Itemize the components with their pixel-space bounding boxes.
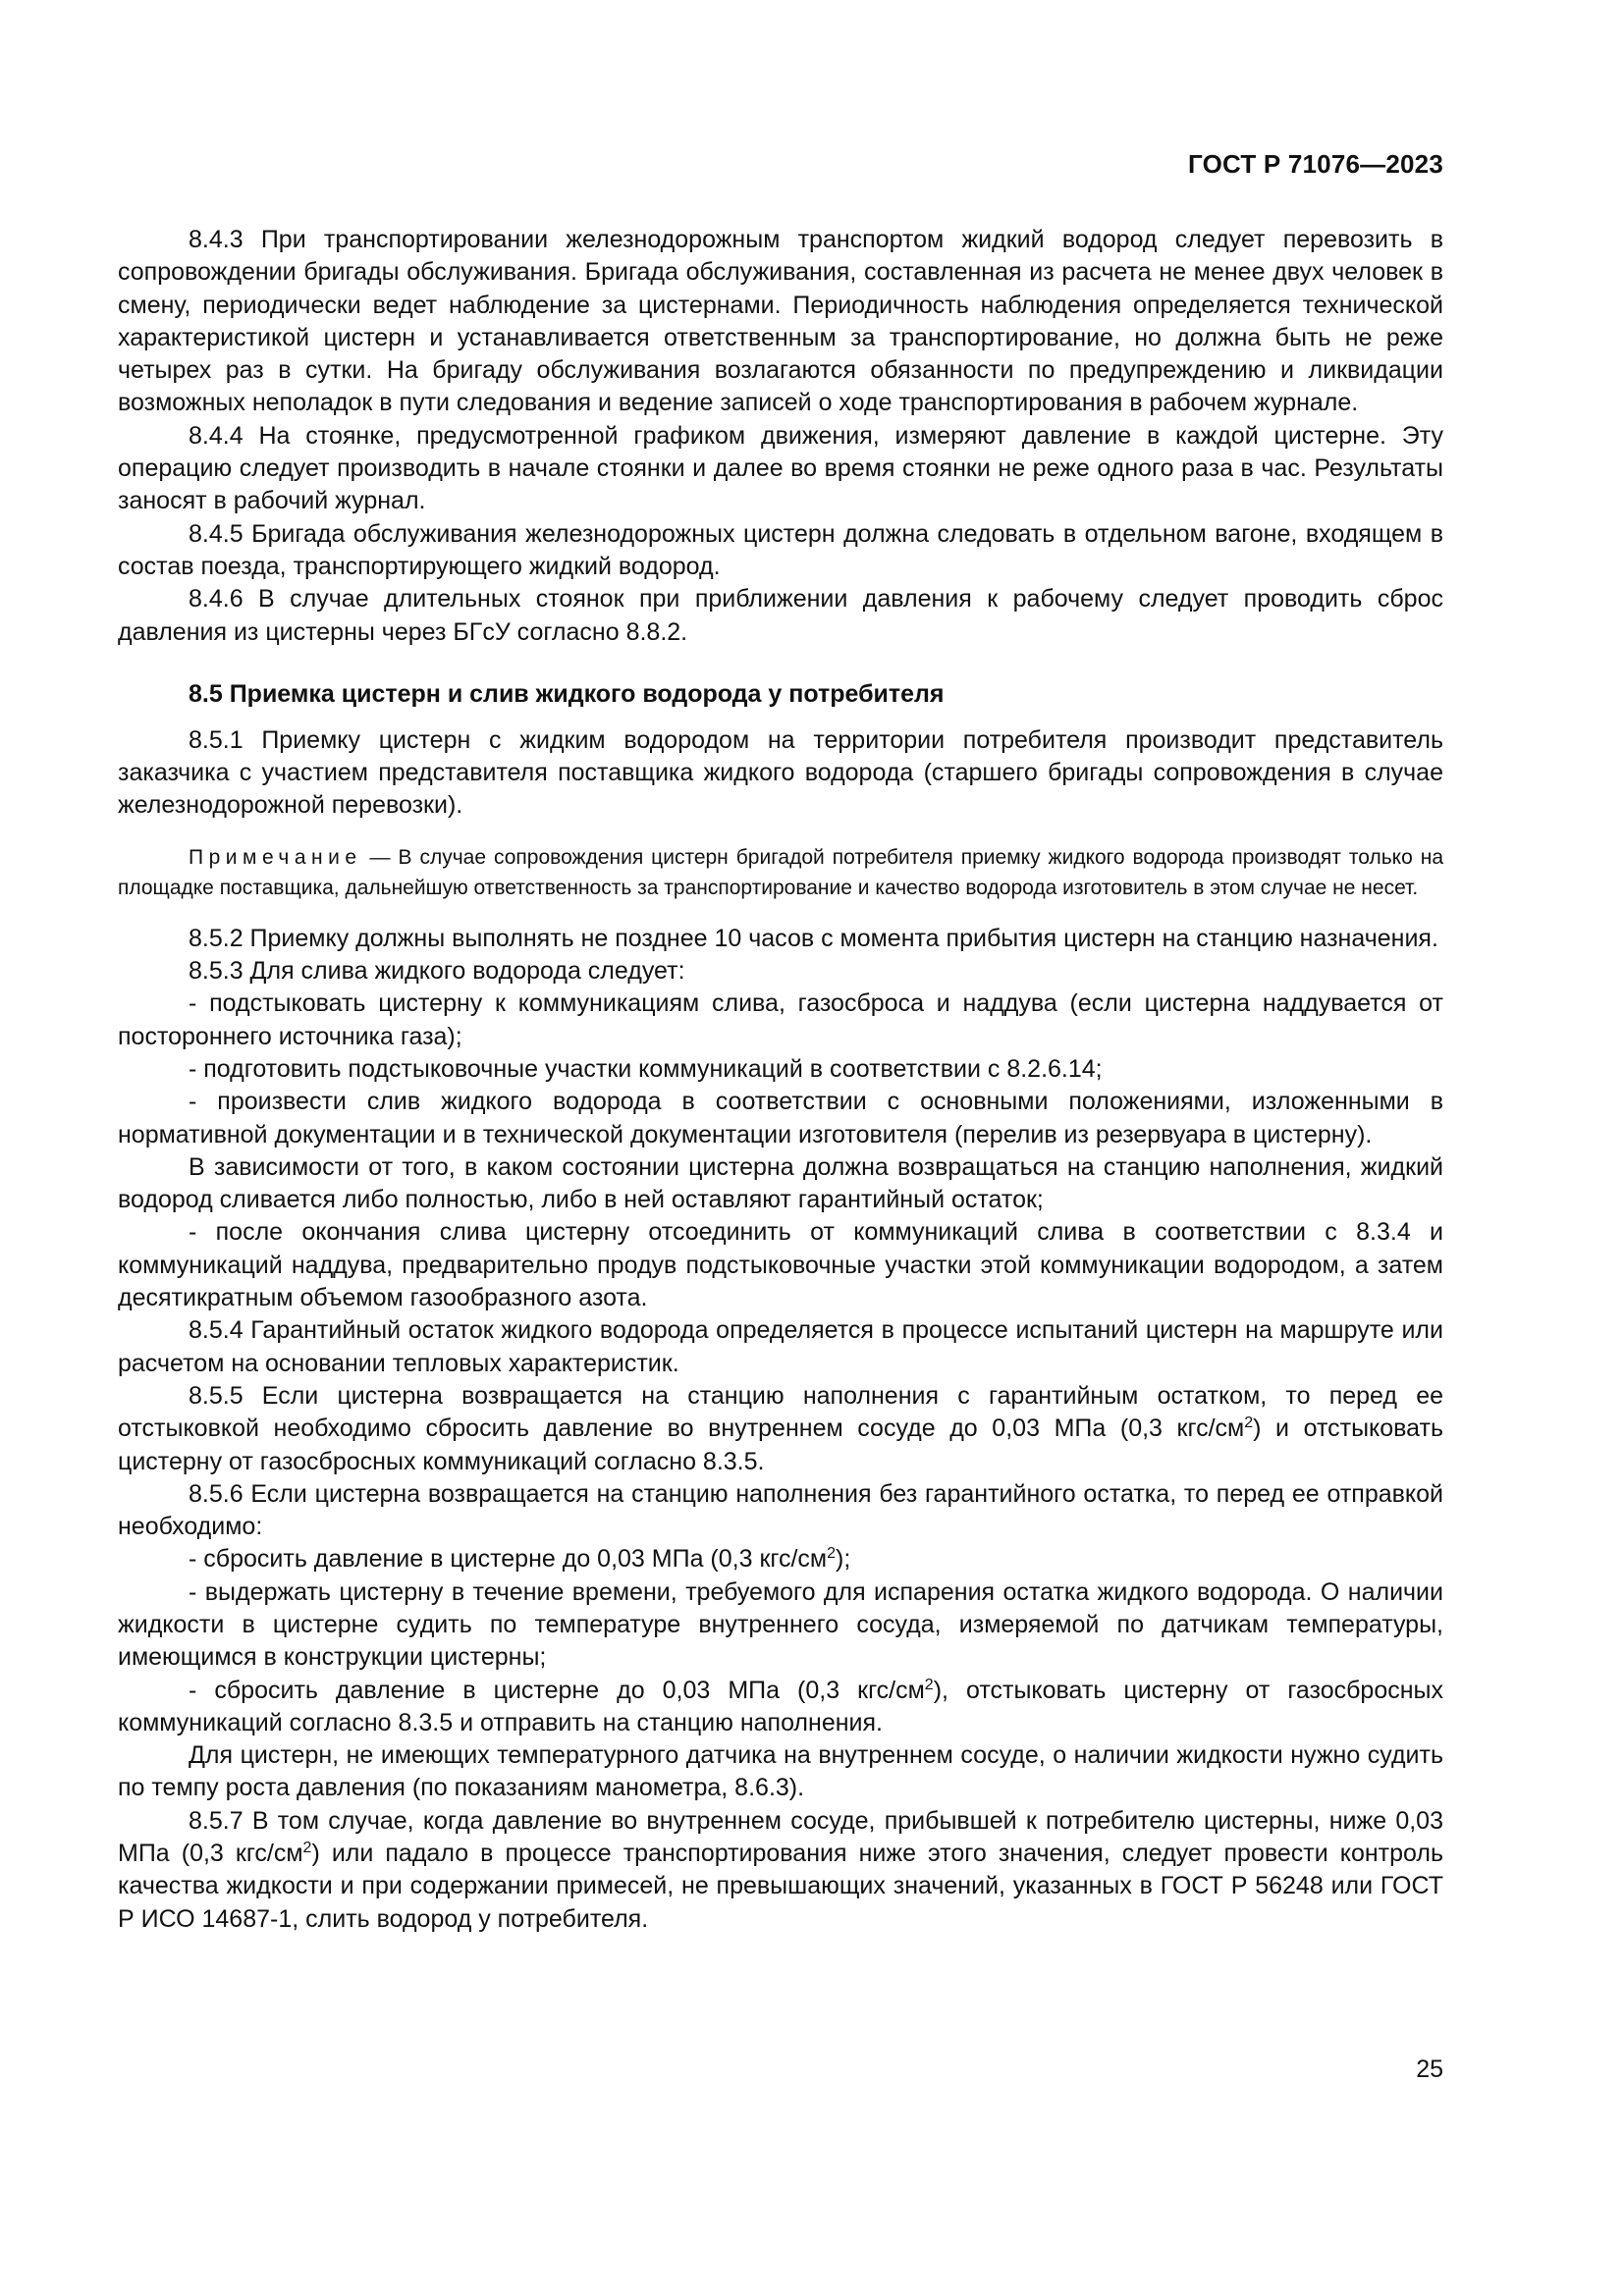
paragraph-8-5-4: 8.5.4 Гарантийный остаток жидкого водорода определяется в процессе испытаний цистерн на маршруте или расчетом на основании тепловых характеристик. [118, 1316, 1443, 1377]
paragraph-8-5-7 [118, 1805, 1443, 1936]
list-item-release-and-send-part2: ), отстыковать цистерну от газосбросных коммуникаций согласно 8.3.5 и отправить на станцию наполнения. [118, 1676, 1443, 1736]
paragraph-8-4-3: 8.4.3 При транспортировании железнодорожным транспортом жидкий водород следует перевозить в сопровождении бригады обслуживания. Бригада обслуживания, составленная из расчета не менее двух человек в смену, периодически ведет наблюдение за цистернами. Периодичность наблюдения определяется технической характеристикой цистерн и устанавливается ответственным за транспортирование, но должна быть не реже четырех раз в сутки. На бригаду обслуживания возлагаются обязанности по предупреждению и ликвидации возможных неполадок в пути следования и ведение записей о ходе транспортирования в рабочем журнале. [118, 226, 1443, 417]
paragraph-8-5-3: 8.5.3 Для слива жидкого водорода следует: [189, 957, 685, 986]
paragraph-8-5-7-part1: 8.5.7 В том случае, когда давление во внутреннем сосуде, прибывшей к потребителю цистерны, ниже 0,03 МПа (0,3 кгс/см [118, 1806, 1443, 1868]
page-number: 25 [1416, 2056, 1443, 2083]
paragraph-8-5-6: 8.5.6 Если цистерна возвращается на станцию наполнения без гарантийного остатка, то перед ее отправкой необходимо: [118, 1479, 1443, 1541]
paragraph-8-5-5-part1: 8.5.5 Если цистерна возвращается на станцию наполнения с гарантийным остатком, то перед ее отстыковкой необходимо сбросить давление во внутреннем сосуде до 0,03 МПа (0,3 кгс/см [118, 1381, 1443, 1443]
list-item-drain: - произвести слив жидкого водорода в соответствии с основными положениями, изложенными в нормативной документации и в технической документации изготовителя (перелив из резервуара в цистерну). [118, 1088, 1443, 1148]
note [118, 842, 1443, 903]
note-text: — В случае сопровождения цистерн бригадой потребителя приемку жидкого водорода производят только на площадке поставщика, дальнейшую ответственность за транспортирование и качество водорода изготовитель в этом случае не несет. [118, 845, 1443, 899]
list-item-release-and-send [118, 1675, 1443, 1740]
list-item-release-pressure-part2: ); [836, 1545, 851, 1574]
list-item-dock: - подстыковать цистерну к коммуникациям слива, газосброса и наддува (если цистерна наддувается от постороннего источника газа); [118, 989, 1443, 1050]
note-label: Примечание [189, 845, 362, 869]
paragraph-8-4-4: 8.4.4 На стоянке, предусмотренной графиком движения, измеряют давление в каждой цистерне. Эту операцию следует производить в начале стоянки и далее во время стоянки не реже одного раза в час. Результаты заносят в рабочий журнал. [118, 421, 1443, 515]
paragraph-8-5-1: 8.5.1 Приемку цистерн с жидким водородом на территории потребителя производит представитель заказчика с участием представителя поставщика жидкого водорода (старшего бригады сопровождения в случае железнодорожной перевозки). [118, 725, 1443, 820]
superscript: 2 [302, 1840, 312, 1857]
list-item-disconnect: - после окончания слива цистерну отсоединить от коммуникаций слива в соответствии с 8.3.4 и коммуникаций наддува, предварительно продув подстыковочные участки этой коммуникации водородом, а затем десятикратным объемом газообразного азота. [118, 1218, 1443, 1312]
document-code: ГОСТ Р 71076—2023 [1188, 149, 1443, 179]
superscript: 2 [1244, 1415, 1254, 1432]
superscript: 2 [827, 1545, 836, 1563]
list-item-hold-tank: - выдержать цистерну в течение времени, требуемого для испарения остатка жидкого водорода. О наличии жидкости в цистерне судить по температуре внутреннего сосуда, измеряемой по датчикам температуры, имеющимся в конструкции цистерны; [118, 1577, 1443, 1672]
list-item-release-pressure-part1: - сбросить давление в цистерне до 0,03 МПа (0,3 кгс/см [189, 1545, 828, 1574]
paragraph-no-sensor: Для цистерн, не имеющих температурного датчика на внутреннем сосуде, о наличии жидкости нужно судить по темпу роста давления (по показаниям манометра, 8.6.3). [118, 1741, 1443, 1802]
paragraph-8-4-6: 8.4.6 В случае длительных стоянок при приближении давления к рабочему следует проводить сброс давления из цистерны через БГсУ согласно 8.8.2. [118, 585, 1443, 646]
document-body [118, 224, 1443, 1936]
paragraph-8-4-5: 8.4.5 Бригада обслуживания железнодорожных цистерн должна следовать в отдельном вагоне, входящем в состав поезда, транспортирующего жидкий водород. [118, 519, 1443, 580]
superscript: 2 [924, 1676, 934, 1693]
list-item-release-and-send-part1: - сбросить давление в цистерне до 0,03 МПа (0,3 кгс/см [189, 1676, 925, 1704]
paragraph-drain-mode: В зависимости от того, в каком состоянии цистерна должна возвращаться на станцию наполнения, жидкий водород сливается либо полностью, либо в ней оставляют гарантийный остаток; [118, 1152, 1443, 1214]
paragraph-8-5-5-part2: ) и отстыковать цистерну от газосбросных коммуникаций согласно 8.3.5. [118, 1415, 1444, 1475]
paragraph-8-5-2: 8.5.2 Приемку должны выполнять не позднее 10 часов с момента прибытия цистерн на станцию назначения. [189, 924, 1438, 952]
paragraph-8-5-5 [118, 1380, 1443, 1478]
list-item-release-pressure [118, 1543, 1443, 1575]
section-heading-8-5: 8.5 Приемка цистерн и слив жидкого водорода у потребителя [189, 679, 945, 708]
paragraph-8-5-7-part2: ) или падало в процессе транспортирования ниже этого значения, следует провести контроль качества жидкости и при содержании примесей, не превышающих значений, указанных в ГОСТ Р 56248 или ГОСТ Р ИСО 14687-1, слить водород у потребителя. [118, 1840, 1443, 1933]
list-item-prepare: - подготовить подстыковочные участки коммуникаций в соответствии с 8.2.6.14; [189, 1054, 1103, 1083]
